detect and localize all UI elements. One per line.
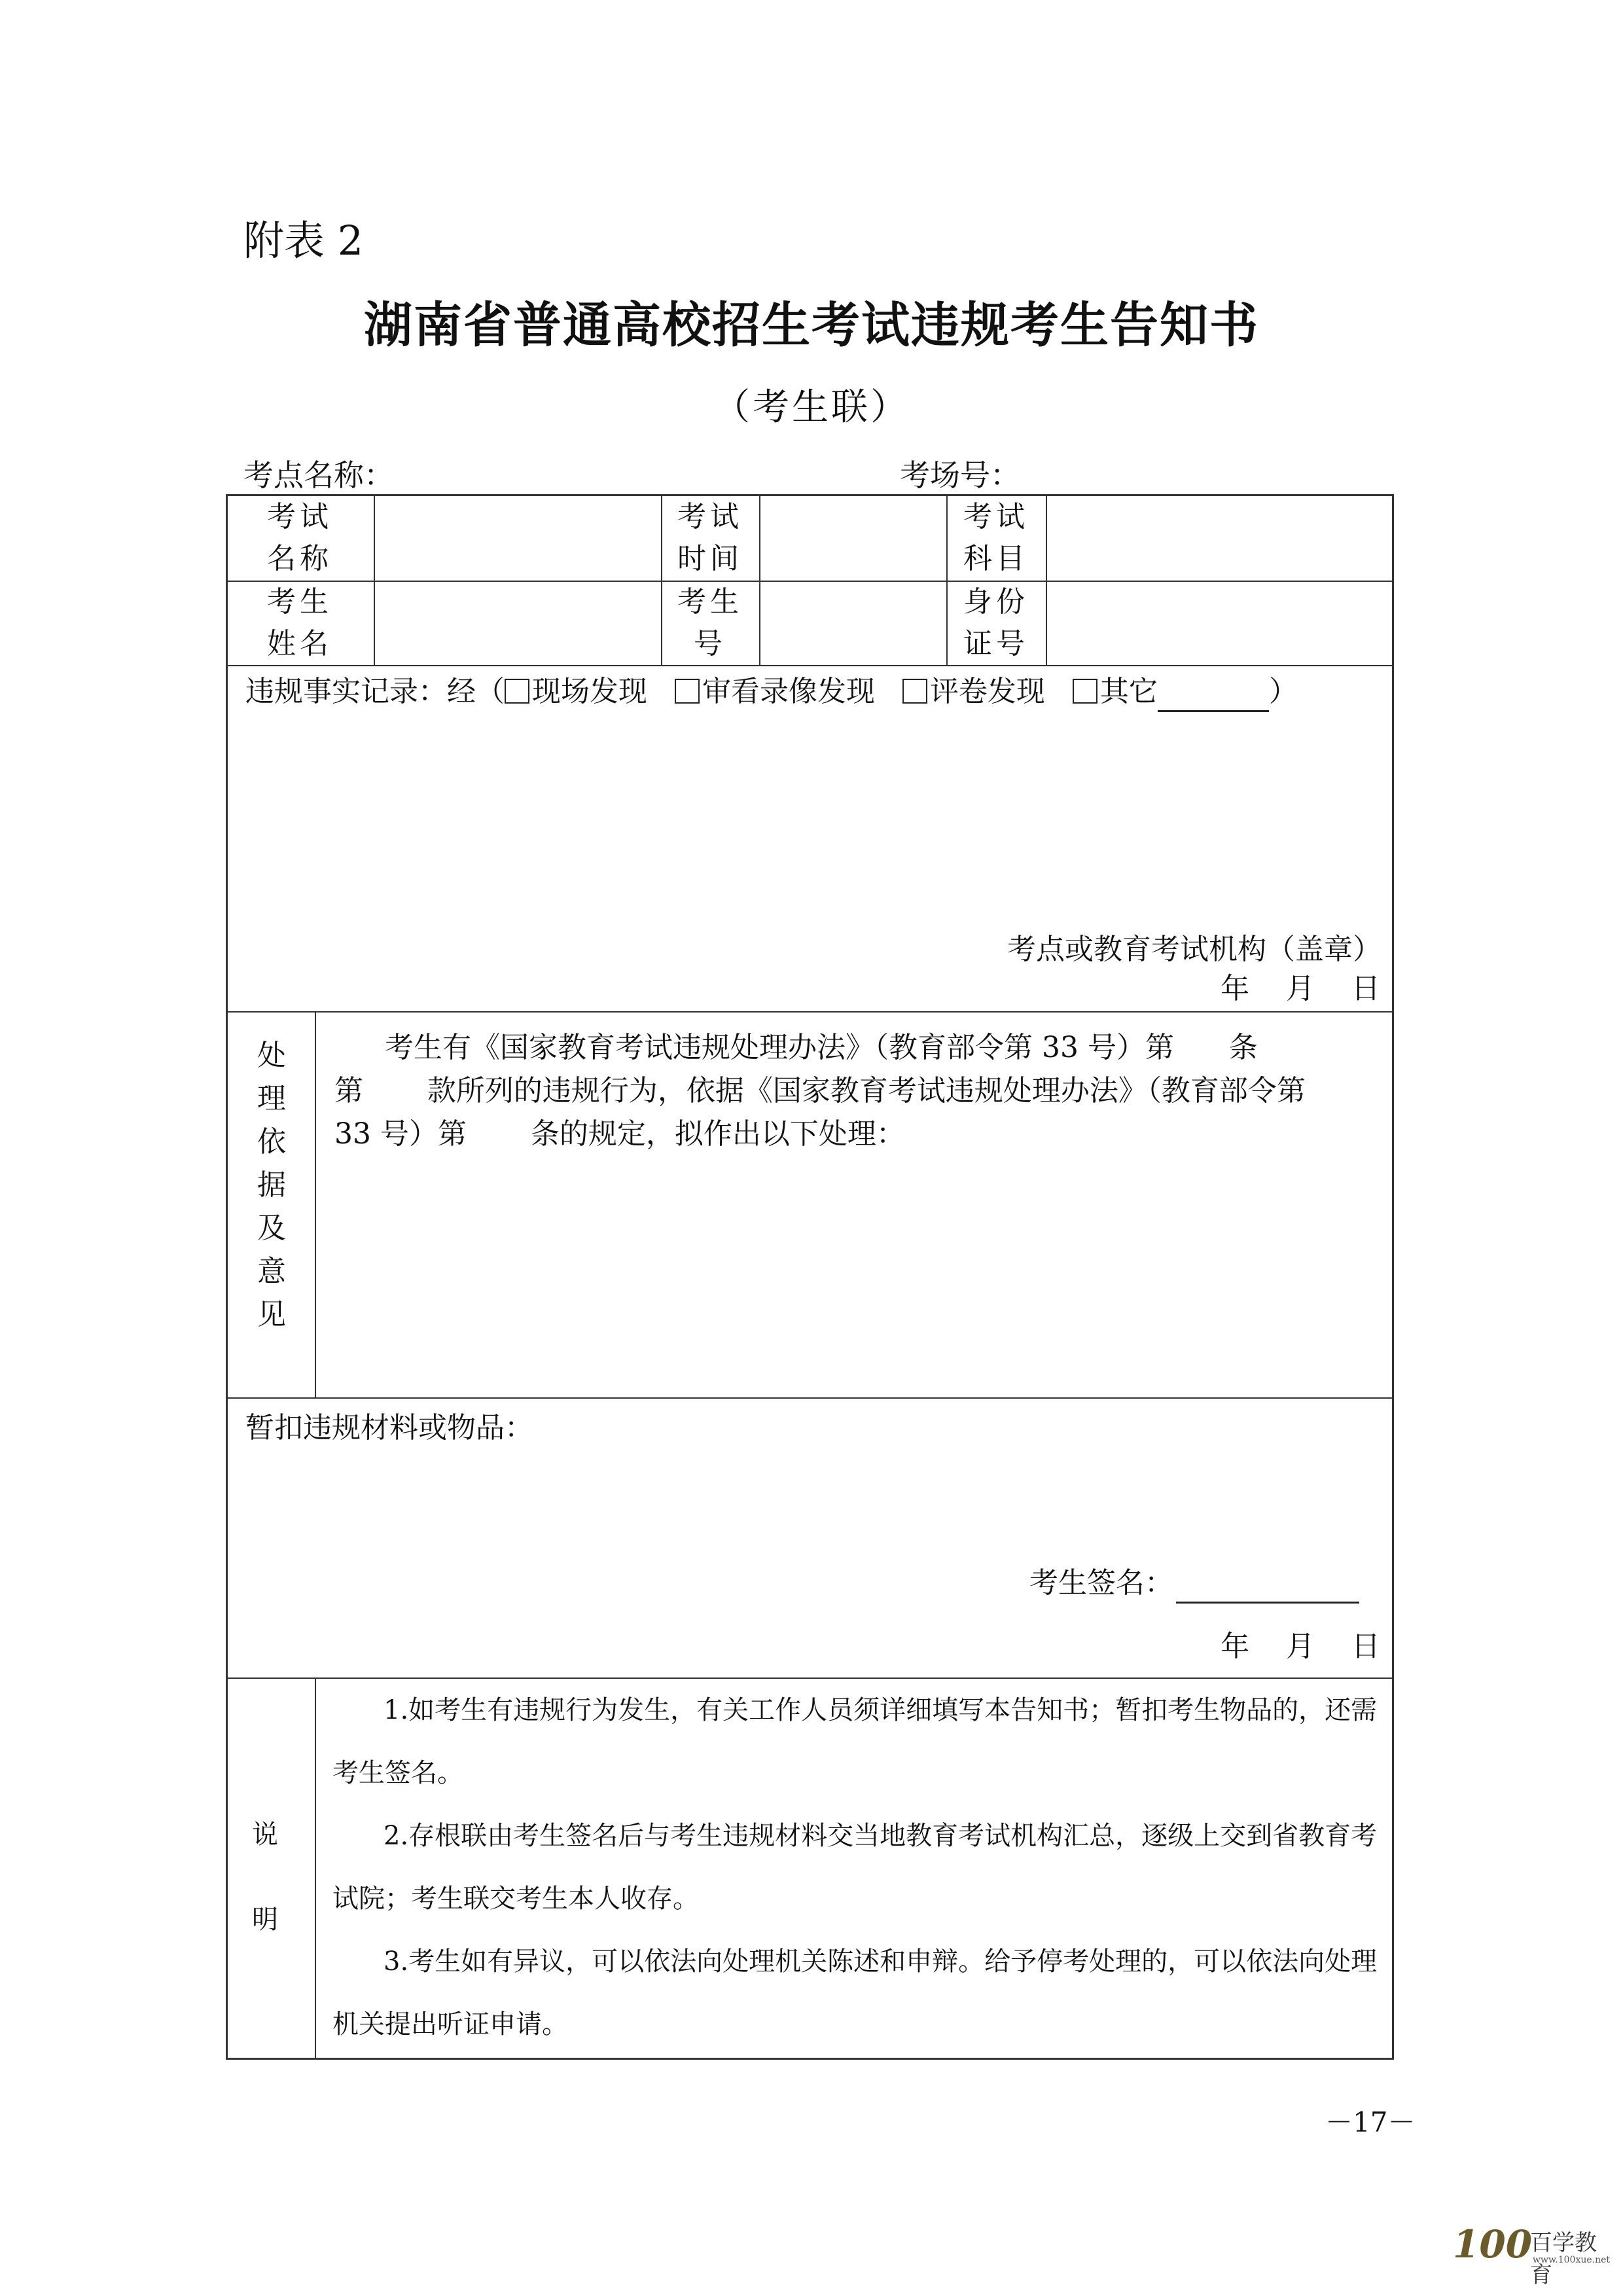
- handling-label: 处理依据及意见: [257, 1039, 286, 1331]
- violation-record-label: 违规事实记录：经（: [245, 675, 505, 708]
- option-onsite: 现场发现: [532, 675, 647, 708]
- logo-number: 100: [1453, 2222, 1533, 2267]
- note-line: 1.如考生有违规行为发生，有关工作人员须详细填写本告知书；暂扣考生物品的，还需: [383, 1695, 1378, 1725]
- col-divider: [374, 496, 375, 665]
- other-blank-line[interactable]: [1158, 685, 1269, 712]
- row-divider: [228, 1397, 1392, 1399]
- col-divider: [946, 496, 948, 665]
- checkbox-onsite[interactable]: [505, 679, 529, 704]
- signature-line: [1029, 1563, 1359, 1604]
- exam-name-label: 考试名称: [267, 500, 332, 575]
- signature-field[interactable]: [1176, 1575, 1359, 1604]
- handling-line-1: 考生有《国家教育考试违规处理办法》（教育部令第 33 号）第 条: [385, 1031, 1258, 1064]
- col-divider: [1046, 496, 1047, 665]
- exam-subject-label: 考试科目: [963, 500, 1029, 575]
- row-divider: [228, 581, 1392, 582]
- checkbox-video[interactable]: [675, 679, 700, 704]
- signature-label: 考生签名：: [1029, 1566, 1173, 1600]
- note-line: 3.考生如有异议，可以依法向处理机关陈述和申辩。给予停考处理的，可以依法向处理: [383, 1946, 1378, 1977]
- violation-record-line: [245, 672, 1298, 712]
- notice-form: [226, 494, 1394, 2060]
- exam-site-label: 考点名称：: [243, 457, 394, 493]
- note-line: 2.存根联由考生签名后与考生违规材料交当地教育考试机构汇总，逐级上交到省教育考: [383, 1821, 1378, 1851]
- candidate-name-label: 考生姓名: [267, 585, 332, 660]
- option-grading: 评卷发现: [929, 675, 1045, 708]
- stamp-text: 考点或教育考试机构（盖章）: [1007, 933, 1382, 966]
- col-divider: [759, 496, 760, 665]
- row-divider: [228, 1011, 1392, 1013]
- row-divider: [228, 665, 1392, 666]
- checkbox-grading[interactable]: [902, 679, 927, 704]
- id-no-label: 身份证号: [963, 585, 1029, 660]
- seized-date: 年 月 日: [1221, 1630, 1380, 1663]
- brand-logo: [1453, 2222, 1611, 2288]
- handling-line-3: 33 号）第 条的规定，拟作出以下处理：: [334, 1117, 905, 1151]
- col-divider: [315, 1011, 316, 1397]
- note-line: 机关提出听证申请。: [332, 2009, 568, 2039]
- option-other: 其它: [1099, 675, 1158, 708]
- page-subtitle: （考生联）: [713, 386, 910, 429]
- option-video: 审看录像发现: [702, 675, 875, 708]
- seized-items-label: 暂扣违规材料或物品：: [245, 1411, 533, 1444]
- exam-time-label: 考试时间: [677, 500, 743, 575]
- page-number: －17－: [1325, 2106, 1416, 2138]
- checkbox-other[interactable]: [1073, 679, 1097, 704]
- annex-label: 附表 2: [243, 217, 364, 264]
- page-title: 湖南省普通高校招生考试违规考生告知书: [364, 297, 1259, 353]
- handling-line-2: 第 款所列的违规行为，依据《国家教育考试违规处理办法》（教育部令第: [334, 1074, 1306, 1107]
- violation-record-closing: ）: [1268, 675, 1298, 708]
- col-divider: [661, 496, 662, 665]
- record-date: 年 月 日: [1221, 972, 1380, 1005]
- logo-text: 百学教育: [1530, 2230, 1597, 2288]
- candidate-no-label: 考生号: [677, 585, 743, 660]
- note-line: 考生签名。: [332, 1758, 463, 1788]
- notes-label-1: 说: [252, 1820, 278, 1850]
- notes-label-2: 明: [252, 1905, 278, 1935]
- exam-room-label: 考场号：: [900, 457, 1020, 493]
- note-line: 试院；考生联交考生本人收存。: [332, 1884, 699, 1914]
- logo-url: www.100xue.net: [1533, 2255, 1611, 2265]
- col-divider: [315, 1677, 316, 2060]
